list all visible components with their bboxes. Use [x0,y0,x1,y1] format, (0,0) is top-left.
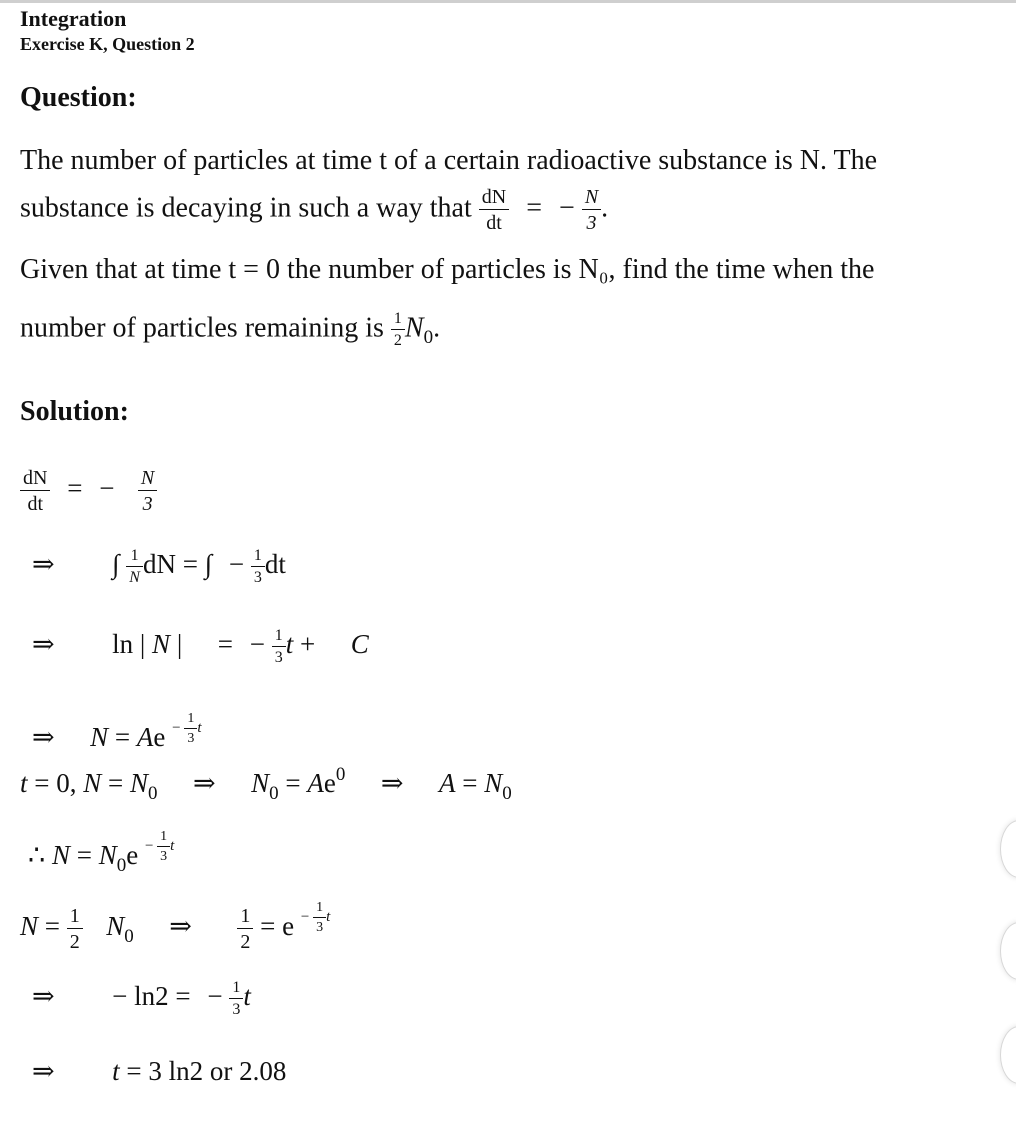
symbol-N: N [251,768,270,798]
fraction-one-third [272,628,286,666]
solution-line-2 [32,548,286,586]
question-line-4-text: number of particles remaining is [20,312,384,344]
subscript-zero: 0 [269,783,279,804]
fraction-one-third [157,830,170,864]
numerator: 1 [69,905,80,927]
equals-sign: = [114,722,131,752]
solution-line-6 [28,828,175,878]
symbol-N: N [130,768,149,798]
denominator: 3 [313,917,326,935]
numerator: dN [481,186,507,208]
denominator: 3 [157,846,170,864]
symbol-N: N [484,768,503,798]
ln-function: ln [112,629,134,660]
symbol-t: t [112,1056,120,1086]
side-nav-button-3[interactable] [1000,1026,1016,1084]
implies-arrow: ⇒ [169,911,192,942]
fraction-one-third [313,901,326,935]
fraction-one-half [67,906,83,952]
implies-arrow: ⇒ [32,1056,55,1086]
equals-sign: = [260,911,276,942]
numerator: 1 [232,979,241,996]
solution-line-4 [32,710,202,760]
denominator: 3 [138,490,157,514]
symbol-e: e [282,911,295,942]
fraction-dN-dt [479,187,509,233]
period: . [601,192,609,224]
symbol-t: t [326,909,331,926]
implies-arrow: ⇒ [193,768,216,798]
minus-sign: − [144,838,154,854]
subscript-zero: 0 [124,926,134,948]
symbol-N: N [51,840,70,870]
fraction-one-third [184,712,197,746]
exercise-label: Exercise K, Question 2 [20,34,195,54]
symbol-e: e [126,840,139,870]
equals-sign: = [76,840,92,870]
fraction-one-third [251,548,265,586]
equals-sign: = [217,629,233,660]
exponent [300,899,331,935]
side-nav-button-2[interactable] [1000,922,1016,980]
solution-heading: Solution: [20,396,129,427]
solution-line-9 [32,1058,286,1085]
symbol-t: t [170,838,175,854]
solution-line-5 [20,764,512,804]
symbol-t: t [243,981,251,1012]
symbol-t: t [20,768,28,798]
integral-sign: ∫ [112,549,120,580]
ln-two: ln2 [134,981,169,1012]
integral-sign: ∫ [204,549,213,580]
equals-sign: = [34,768,50,798]
equals-sign: = [526,192,543,224]
fraction-one-half [237,906,253,952]
therefore-symbol: ∴ [28,840,46,870]
symbol-N: N [404,312,424,344]
solution-line-7 [20,899,331,953]
minus-sign: − [559,192,575,224]
numerator: 1 [393,310,402,327]
question-line-3-text: Given that at time t = 0 the number of particles is N₀, find the time when the [20,254,875,285]
differential-dN: dN [142,549,176,580]
fraction-one-over-N [126,548,143,586]
equals-sign: = [67,473,83,504]
minus-sign: − [207,981,223,1012]
equals-sign: = [285,768,301,798]
equals-sign: = [126,1056,142,1086]
question-line-3 [20,256,874,284]
numerator: 1 [240,905,251,927]
solution-line-3 [32,628,369,666]
implies-arrow: ⇒ [32,981,55,1012]
fraction-one-half [391,311,405,349]
question-line-2 [20,187,608,233]
denominator: dt [20,490,50,514]
denominator: N [126,566,143,586]
implies-arrow: ⇒ [32,629,55,660]
equals-sign: = [182,549,198,580]
numerator: N [140,467,155,489]
exponent [172,710,202,746]
equals-sign: = [44,911,60,942]
fraction-N-3 [138,468,157,514]
symbol-A: A [136,722,154,752]
minus-sign: − [300,909,310,926]
equals-sign: = [462,768,478,798]
fraction-N-3 [582,187,601,233]
numerator: dN [23,467,48,489]
subscript-zero: 0 [116,855,127,876]
symbol-e: e [323,768,336,798]
symbol-t: t [285,629,294,660]
symbol-N: N [90,722,109,752]
numerator: 1 [274,627,283,644]
denominator: 3 [184,728,197,746]
numerator: 1 [130,547,139,564]
denominator: dt [479,209,509,233]
denominator: 3 [229,998,243,1018]
exponent [144,828,175,864]
symbol-N: N [106,911,125,942]
constant-C: C [350,629,369,660]
question-heading: Question: [20,82,137,113]
symbol-t: t [197,720,202,736]
zero: 0 [56,768,70,798]
minus-sign: − [249,629,265,660]
symbol-N: N [20,911,39,942]
question-line-1-text: The number of particles at time t of a certain radioactive substance is N. The [20,145,878,176]
subscript-zero: 0 [423,327,434,349]
side-nav-button-1[interactable] [1000,820,1016,878]
symbol-A: A [439,768,456,798]
page-title: Integration [20,6,127,31]
solution-line-1 [20,468,157,514]
question-line-4 [20,311,440,349]
denominator: 3 [272,646,286,666]
or-word: or [209,1056,233,1086]
implies-arrow: ⇒ [380,768,404,798]
decimal-answer: 2.08 [239,1056,287,1086]
symbol-N: N [83,768,102,798]
comma: , [69,768,77,798]
differential-dt: dt [264,549,286,580]
implies-arrow: ⇒ [32,722,55,752]
symbol-e: e [153,722,166,752]
abs-bar: | [139,629,146,660]
equals-sign: = [108,768,124,798]
symbol-N: N [98,840,117,870]
period: . [433,312,441,344]
equals-sign: = [175,981,191,1012]
solution-line-8 [32,980,251,1018]
denominator: 2 [237,928,253,952]
minus-sign: − [99,473,115,504]
abs-bar: | [176,629,183,660]
plus-sign: + [299,629,316,660]
minus-sign: − [172,720,181,736]
symbol-A: A [307,768,324,798]
subscript-zero: 0 [148,783,158,804]
denominator: 2 [391,329,405,349]
implies-arrow: ⇒ [32,549,55,580]
minus-sign: − [112,981,128,1012]
numerator: 1 [187,710,195,726]
top-border [0,0,1016,3]
three-ln-two: 3 ln2 [148,1056,204,1086]
subscript-zero: 0 [502,783,512,804]
denominator: 3 [251,566,265,586]
exponent-zero: 0 [335,764,346,785]
symbol-N: N [152,629,171,660]
numerator: 1 [253,547,262,564]
question-line-2-text: substance is decaying in such a way that [20,192,472,224]
fraction-dN-dt [20,468,50,514]
minus-sign: − [228,549,245,580]
numerator: 1 [316,899,324,915]
denominator: 3 [582,209,601,233]
denominator: 2 [67,928,83,952]
numerator: 1 [160,828,168,844]
question-line-1 [20,147,877,175]
numerator: N [584,186,599,208]
fraction-one-third [229,980,243,1018]
